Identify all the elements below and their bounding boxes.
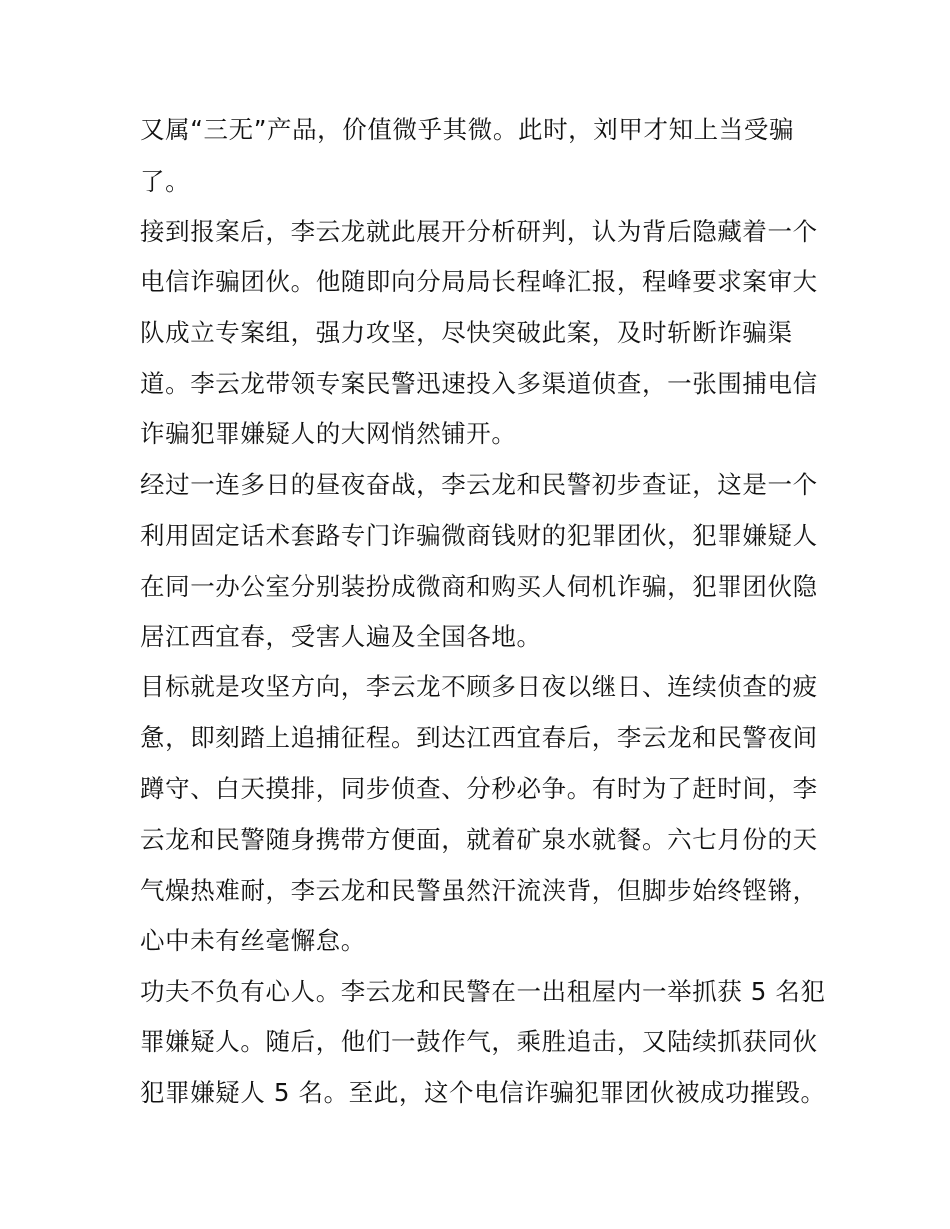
text-line: 气燥热难耐，李云龙和民警虽然汗流浃背，但脚步始终铿锵，: [140, 876, 818, 905]
text-line: 目标就是攻坚方向，李云龙不顾多日夜以继日、连续侦查的疲: [140, 672, 818, 701]
text-line: 惫，即刻踏上追捕征程。到达江西宜春后，李云龙和民警夜间: [140, 723, 818, 752]
text-line: 电信诈骗团伙。他随即向分局局长程峰汇报，程峰要求案审大: [140, 267, 818, 296]
text-line: 接到报案后，李云龙就此展开分析研判，认为背后隐藏着一个: [140, 217, 818, 246]
text-line: 又属“三无”产品，价值微乎其微。此时，刘甲才知上当受骗: [140, 115, 795, 144]
text-line: 在同一办公室分别装扮成微商和购买人伺机诈骗，犯罪团伙隐: [140, 572, 818, 601]
text-line: 队成立专案组，强力攻坚，尽快突破此案，及时斩断诈骗渠: [140, 318, 793, 347]
text-line: 罪嫌疑人。随后，他们一鼓作气，乘胜追击，又陆续抓获同伙: [140, 1027, 818, 1056]
text-line: 心中未有丝毫懈怠。: [140, 926, 366, 955]
text-line: 蹲守、白天摸排，同步侦查、分秒必争。有时为了赶时间，李: [140, 774, 818, 803]
text-line: 犯罪嫌疑人 5 名。至此，这个电信诈骗犯罪团伙被成功摧毁。: [140, 1078, 826, 1107]
text-line: 道。李云龙带领专案民警迅速投入多渠道侦查，一张围捕电信: [140, 369, 818, 398]
text-line: 诈骗犯罪嫌疑人的大网悄然铺开。: [140, 419, 517, 448]
text-line: 功夫不负有心人。李云龙和民警在一出租屋内一举抓获 5 名犯: [140, 977, 826, 1006]
text-line: 了。: [140, 167, 191, 196]
text-line: 云龙和民警随身携带方便面，就着矿泉水就餐。六七月份的天: [140, 825, 818, 854]
text-line: 利用固定话术套路专门诈骗微商钱财的犯罪团伙，犯罪嫌疑人: [140, 521, 818, 550]
text-line: 经过一连多日的昼夜奋战，李云龙和民警初步查证，这是一个: [140, 470, 818, 499]
text-line: 居江西宜春，受害人遍及全国各地。: [140, 622, 542, 651]
